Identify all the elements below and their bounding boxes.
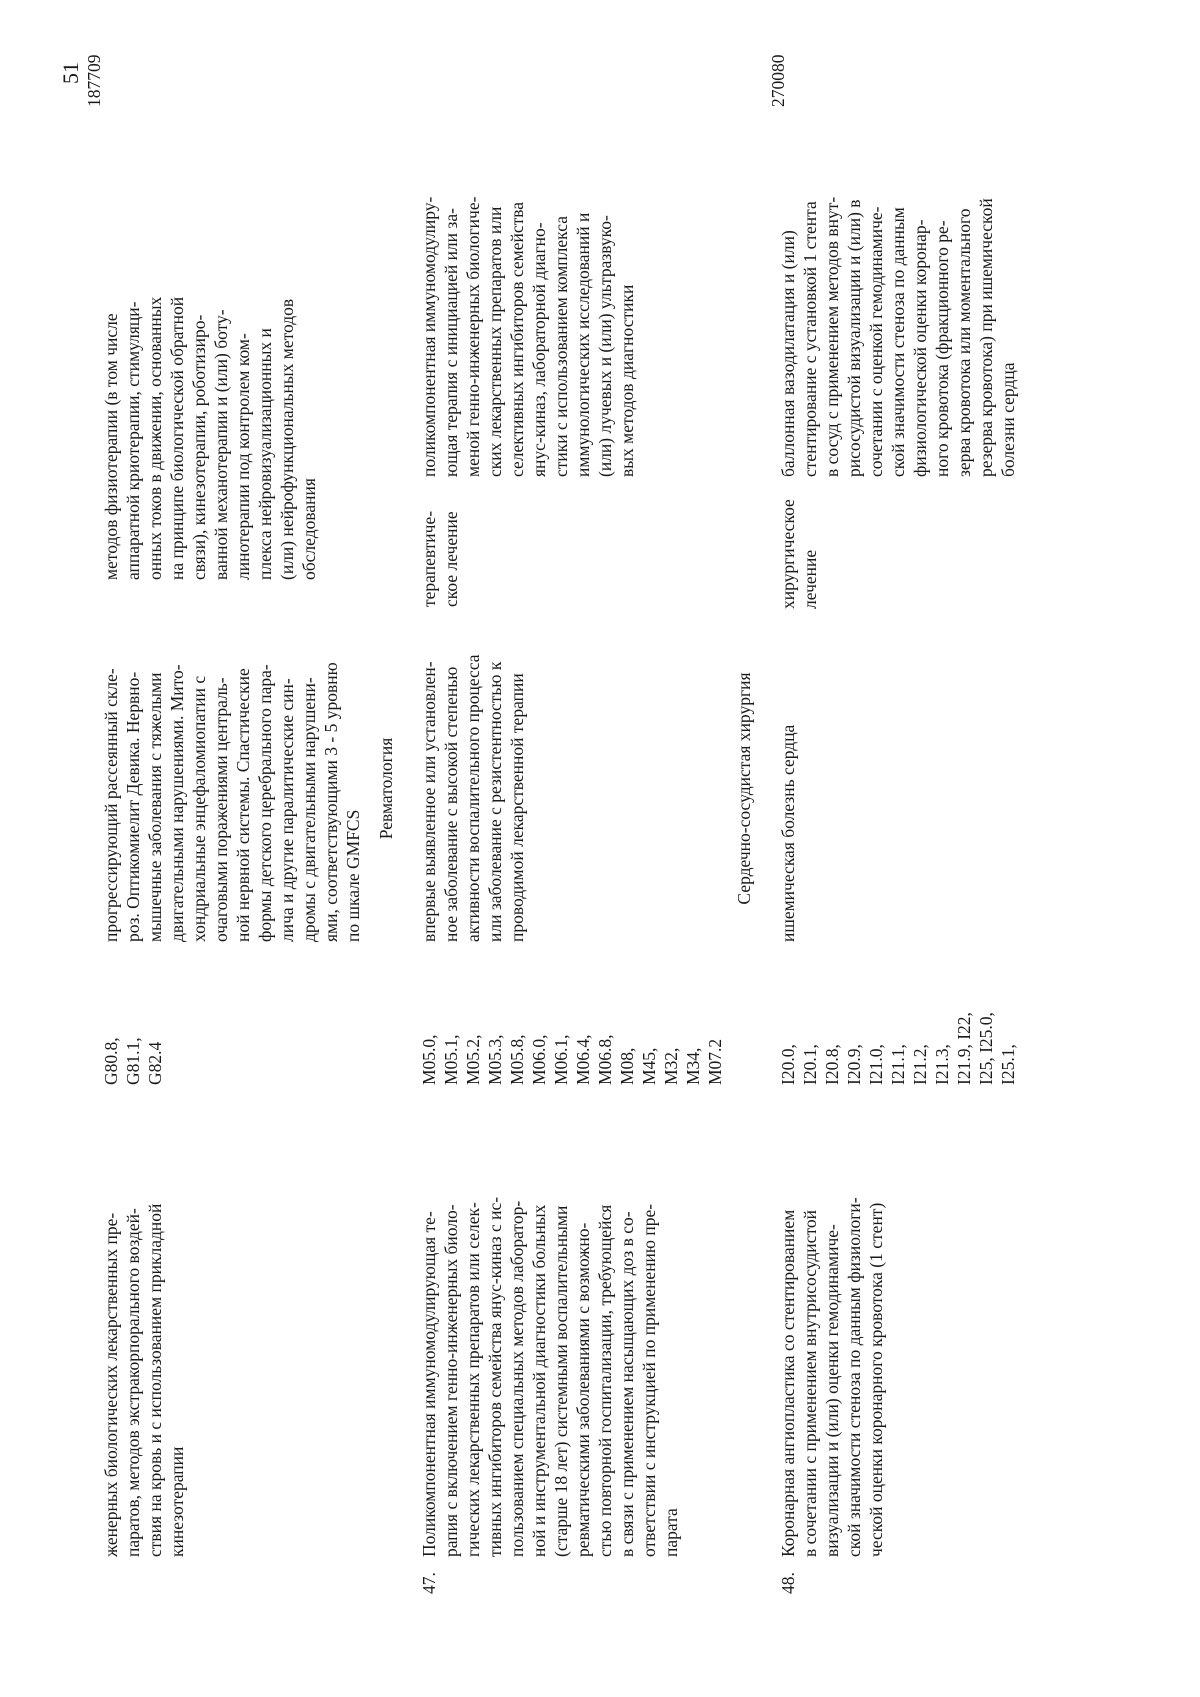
page-number: 51 — [58, 62, 83, 84]
treatment-method: поликомпонентная иммуномодулиру- ющая терапия с инициацией или за- меной генно-инженерных биологиче- ских лекарственных препаратов или селективных ингибиторов семейства янус-киназ, лабораторной диагно- стики с использованием комплекса иммунологических исследований и (или) лучевых и (или) ультразвуко- вых методов диагностики — [419, 196, 637, 477]
patient-model: впервые выявленное или установлен- ное заболевание с высокой степенью активности воспалительного процесса или заболевание с резистентностью к проводимой лекарственной терапии — [419, 654, 527, 942]
icd-codes: M05.0, M05.1, M05.2, M05.3, M05.8, M06.0, M06.1, M06.4, M06.8, M08, M45, M32, M34, M07.2 — [419, 1034, 725, 1085]
cost-value: 270080 — [768, 54, 788, 107]
treatment-method: баллонная вазодилатация и (или) стентирование с установкой 1 стента в сосуд с применением методов внут- рисосудистой визуализации и (или) в сочетании с оценкой гемодинамиче- ской значимости стеноза по данным физиологической оценки коронар- ного кровотока (фракционного ре- зерва кровотока или моментального резерва кровотока) при ишемической болезни сердца — [778, 196, 1018, 477]
cost-value: 187709 — [84, 54, 104, 107]
patient-model: ишемическая болезнь сердца — [778, 724, 798, 942]
treatment-type: терапевтиче- ское лечение — [419, 510, 461, 607]
treatment-type: хирургическое лечение — [778, 499, 820, 609]
patient-model: прогрессирующий рассеянный скле- роз. Оптикомиелит Девика. Нервно- мышечные заболевания с тяжелыми двигательными нарушениями. Мито- хондриальные энцефаломиопатии с очаговыми поражениями централь- ной нервной системы. Спастические формы детского церебрального пара- лича и другие паралитические син- дромы с двигательными нарушени- ями, соответствующими 3 - 5 уровню по шкале GMFCS — [101, 662, 363, 942]
row-number: 48. — [778, 1572, 798, 1594]
icd-codes: G80.8, G81.1, G82.4 — [101, 1037, 165, 1085]
procedure-name: Коронарная ангиопластика со стентированием в сочетании с применением внутрисосудистой визуализации и (или) оценки гемодинамиче- ской значимости стеноза по данным физиологи- ческой оценки коронарного кровотока (1 стент) — [778, 1197, 886, 1557]
procedure-name: женерных биологических лекарственных пре- паратов, методов экстракорпорального воздей- ствия на кровь и с использованием прикладной кинезотерапии — [101, 1203, 187, 1557]
row-number: 47. — [419, 1572, 439, 1594]
section-title-rheumatology: Ревматология — [376, 737, 396, 840]
icd-codes: I20.0, I20.1, I20.8, I20.9, I21.0, I21.1, I21.2, I21.3, I21.9, I22, I25, I25.0, I25.1, — [778, 1012, 1018, 1085]
treatment-method: методов физиотерапии (в том числе аппаратной криотерапии, стимуляци- онных токов в движении, основанных на принципе биологической обратной связи), кинезотерапии, роботизиро- ванной механотерапии и (или) боту- линотерапии под контролем ком- плекса нейровизуализационных и (или) нейрофункциональных методов обследования — [101, 296, 319, 580]
section-title-cardiovascular-surgery: Сердечно-сосудистая хирургия — [734, 672, 754, 905]
procedure-name: Поликомпонентная иммуномодулирующая те- рапия с включением генно-инженерных биоло- гических лекарственных препаратов или селек- тивных ингибиторов семейства янус-киназ с ис- пользованием специальных методов лаборатор- ной и инструментальной диагностики больных (старше 18 лет) системными воспалительными ревматическими заболеваниями с возможно- стью повторной госпитализации, требующейся в связи с применением насыщающих доз в со- ответствии с инструкцией по применению пре- парата — [419, 1196, 681, 1557]
